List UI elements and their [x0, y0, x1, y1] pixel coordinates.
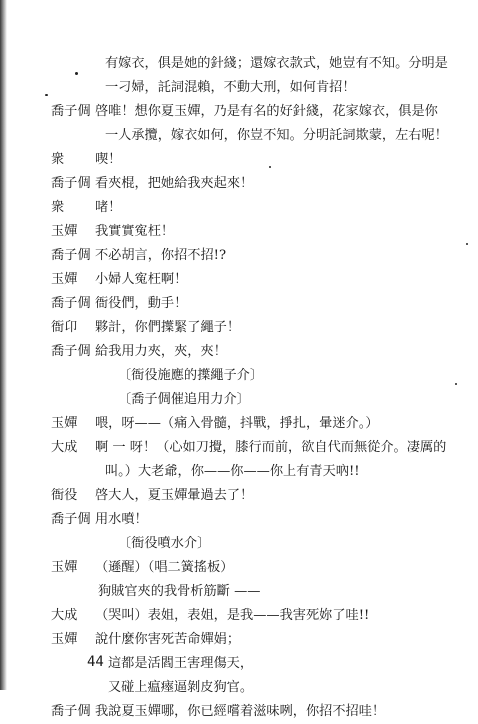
speaker-name: 衆 [51, 152, 65, 167]
speaker-name: 大成 [51, 608, 78, 623]
dialogue-text: 我實實寃枉！ [95, 224, 175, 239]
dialogue-text: 給我用力夾，夾，夾！ [95, 344, 227, 359]
script-line [0, 148, 478, 172]
dialogue-text: 不必胡言，你招不招!? [95, 248, 227, 263]
stage-direction [0, 532, 478, 556]
page-number: 44 [87, 654, 104, 670]
dialogue-text: 用水噴！ [95, 512, 148, 527]
stage-direction-text: 〔衙役施應的擛繩子介〕 [118, 368, 264, 383]
script-line [0, 700, 478, 724]
script-line [0, 628, 478, 652]
speaker-name: 喬子倜 [51, 296, 91, 311]
speaker-name: 喬子倜 [51, 344, 91, 359]
script-line [0, 412, 478, 436]
speaker-name: 玉嬋 [51, 416, 78, 431]
dialogue-text: （遜醒）（唱二簧搖板） [95, 560, 234, 575]
stage-direction [0, 364, 478, 388]
script-line [0, 172, 478, 196]
script-line [0, 556, 478, 580]
speaker-name: 喬子倜 [51, 248, 91, 263]
verse-line [0, 676, 478, 700]
speaker-name: 喬子倜 [51, 512, 91, 527]
script-line [0, 484, 478, 508]
speaker-name: 喬子倜 [51, 704, 91, 719]
speaker-name: 玉嬋 [51, 632, 78, 647]
script-line [0, 460, 478, 484]
verse-text: 又碰上瘟瘞逼剝皮狗官。 [108, 680, 254, 695]
dialogue-text: 喫！ [95, 152, 122, 167]
script-line [0, 292, 478, 316]
dialogue-text: 小婦人寃枉啊！ [95, 272, 188, 287]
speaker-name: 衆 [51, 200, 65, 215]
dialogue-text: 喂，呀——（痛入骨髓，抖戰，掙扎，暈迷介。） [95, 416, 379, 431]
verse-line [0, 580, 478, 604]
dialogue-text: 一刁婦，託詞混賴，不動大刑，如何肯招！ [105, 80, 356, 95]
script-line [0, 220, 478, 244]
script-line [0, 196, 478, 220]
dialogue-text: 衙役們，動手！ [95, 296, 188, 311]
script-line [0, 124, 478, 148]
verse-line [0, 652, 478, 676]
speaker-name: 喬子倜 [51, 104, 91, 119]
script-line [0, 604, 478, 628]
dialogue-text: （哭叫）表姐，表姐，是我——我害死妳了哇!! [95, 608, 370, 623]
dialogue-text: 有嫁衣，俱是她的針綫；還嫁衣款式，她豈有不知。分明是 [105, 56, 448, 71]
dialogue-text: 叫。）大老爺，你——你——你上有青天吶!! [105, 464, 360, 479]
stage-direction-text: 〔衙役噴水介〕 [118, 536, 211, 551]
speaker-name: 衙卬 [51, 320, 78, 335]
speaker-name: 衙役 [51, 488, 78, 503]
dialogue-text: 說什麼你害死苦命嬋娟； [95, 632, 241, 647]
stage-direction-text: 〔喬子倜催追用力介〕 [118, 392, 250, 407]
stage-direction [0, 388, 478, 412]
script-line [0, 436, 478, 460]
script-line [0, 244, 478, 268]
dialogue-text: 啓唯！想你夏玉嬋，乃是有名的好針綫，花家嫁衣，俱是你 [95, 104, 438, 119]
dialogue-text: 一人承攬，嫁衣如何，你豈不知。分明託詞欺蒙，左右呢！ [105, 128, 448, 143]
dialogue-text: 夥計，你們擛緊了繩子！ [95, 320, 241, 335]
dialogue-text: 看夾棍，把她給我夾起來！ [95, 176, 254, 191]
speaker-name: 喬子倜 [51, 176, 91, 191]
speaker-name: 玉嬋 [51, 224, 78, 239]
script-line [0, 268, 478, 292]
script-line [0, 76, 478, 100]
script-line [0, 316, 478, 340]
script-line [0, 340, 478, 364]
script-line [0, 508, 478, 532]
speaker-name: 玉嬋 [51, 560, 78, 575]
verse-text: 這都是活閻王害理傷天， [108, 656, 254, 671]
speaker-name: 玉嬋 [51, 272, 78, 287]
script-line [0, 52, 478, 76]
dialogue-text: 啫！ [95, 200, 122, 215]
verse-text: 狗賊官夾的我骨析筋斷 —— [98, 584, 261, 599]
dialogue-text: 啓大人，夏玉嬋暈過去了！ [95, 488, 254, 503]
script-body [0, 52, 478, 724]
speaker-name: 大成 [51, 440, 78, 455]
dialogue-text: 啊 一 呀！（心如刀攪，膝行而前，欲自代而無從介。凄厲的 [95, 440, 447, 455]
dialogue-text: 我說夏玉嬋哪，你已經嚐着滋味咧，你招不招哇！ [95, 704, 386, 719]
script-line [0, 100, 478, 124]
